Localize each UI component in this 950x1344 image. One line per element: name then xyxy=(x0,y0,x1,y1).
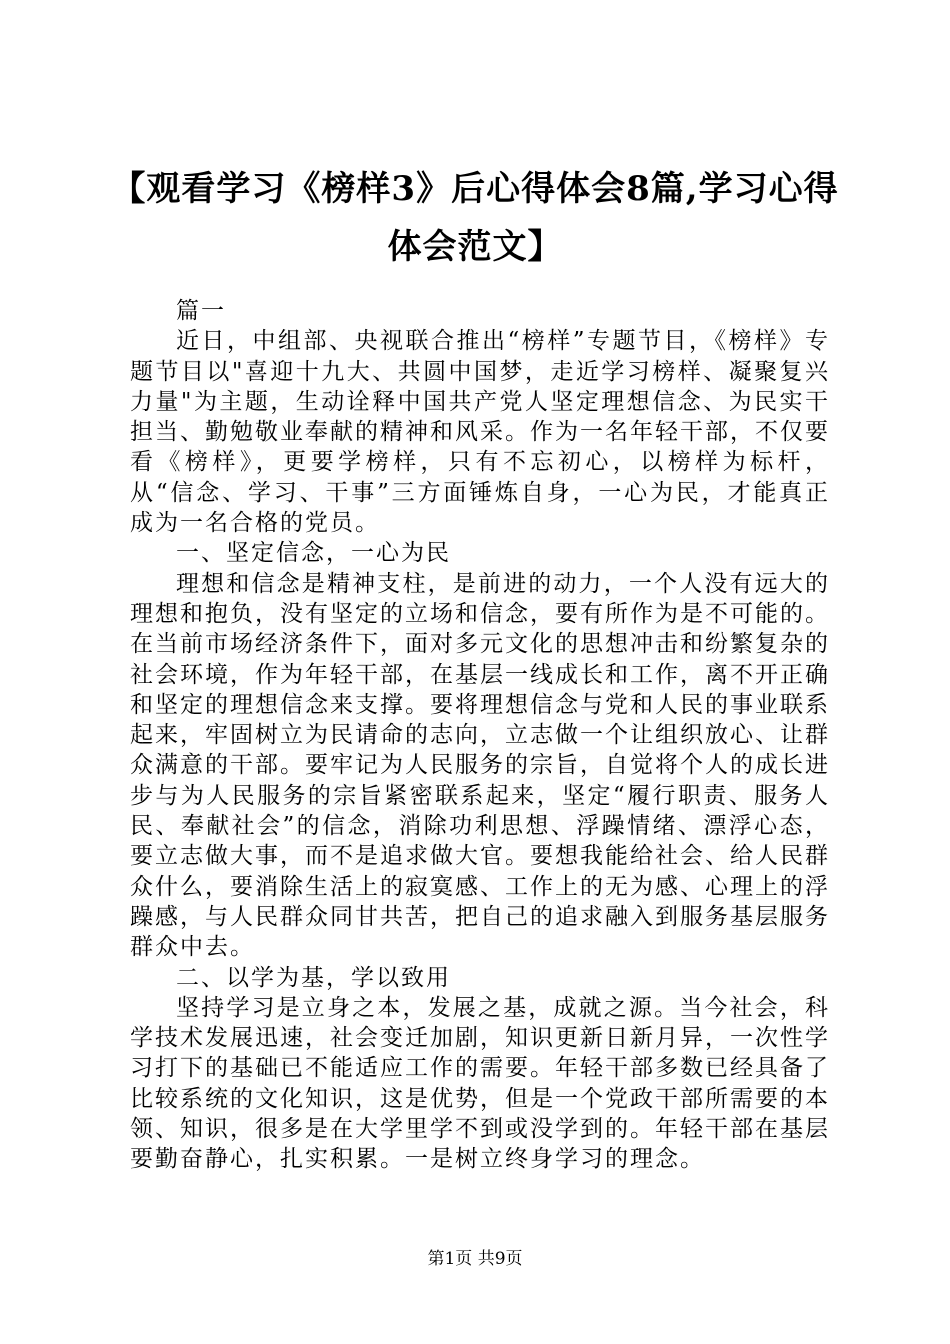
paragraph-study: 坚持学习是立身之本，发展之基，成就之源。当今社会，科学技术发展迅速，社会变迁加剧，知识更新日新月异，一次性学习打下的基础已不能适应工作的需要。年轻干部多数已经具备了比较系统的文化知识，这是优势，但是一个党政干部所需要的本领、知识，很多是在大学里学不到或没学到的。年轻干部在基层要勤奋静心，扎实积累。一是树立终身学习的理念。 xyxy=(130,994,830,1173)
section-label: 篇一 xyxy=(176,298,226,324)
document-title: 【观看学习《榜样3》后心得体会8篇,学习心得体会范文】 xyxy=(111,169,839,267)
heading-study: 二、以学为基，学以致用 xyxy=(176,964,451,991)
paragraph-belief: 理想和信念是精神支柱，是前进的动力，一个人没有远大的理想和抱负，没有坚定的立场和信念，要有所作为是不可能的。在当前市场经济条件下，面对多元文化的思想冲击和纷繁复杂的社会环境，作为年轻干部，在基层一线成长和工作，离不开正确和坚定的理想信念来支撑。要将理想信念与党和人民的事业联系起来，牢固树立为民请命的志向，立志做一个让组织放心、让群众满意的干部。要牢记为人民服务的宗旨，自觉将个人的成长进步与为人民服务的宗旨紧密联系起来，坚定“履行职责、服务人民、奉献社会”的信念，消除功利思想、浮躁情绪、漂浮心态，要立志做大事，而不是追求做大官。要想我能给社会、给人民群众什么，要消除生活上的寂寞感、工作上的无为感、心理上的浮躁感，与人民群众同甘共苦，把自己的追求融入到服务基层服务群众中去。 xyxy=(130,570,830,961)
heading-belief: 一、坚定信念，一心为民 xyxy=(176,540,451,567)
page-footer: 第1页 共9页 xyxy=(427,1249,523,1269)
paragraph-intro: 近日，中组部、央视联合推出“榜样”专题节目，《榜样》专题节目以"喜迎十九大、共圆中国梦，走近学习榜样、凝聚复兴力量"为主题，生动诠释中国共产党人坚定理想信念、为民实干担当、勤勉敬业奉献的精神和风采。作为一名年轻干部，不仅要看《榜样》，更要学榜样，只有不忘初心，以榜样为标杆，从“信念、学习、干事”三方面锤炼自身，一心为民，才能真正成为一名合格的党员。 xyxy=(130,328,830,537)
document-body xyxy=(130,296,830,1175)
